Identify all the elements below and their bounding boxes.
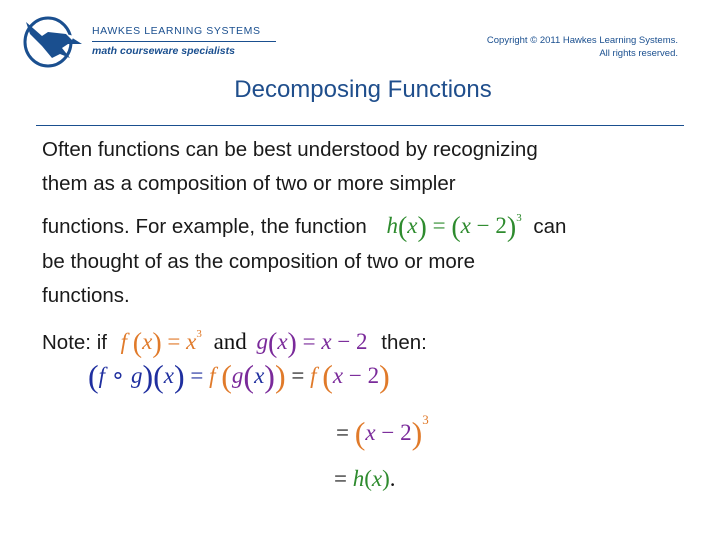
copyright [487,34,678,60]
formula-g: g(x) = x − 2 [256,328,368,359]
para-line-4: be thought of as the composition of two or more [42,250,476,273]
header-divider [92,41,276,42]
title-rule [36,125,684,126]
formula-h: $h(x) = (x - 2)^3$ [386,212,522,243]
note-line [42,317,702,361]
formula-f: f $(x) = x^3$ [120,328,202,359]
para-line-3 [42,201,702,245]
para-line-3a: functions. For example, the function [42,215,367,238]
note-prefix: Note: if [42,331,107,354]
para-line-1: Often functions can be best understood by recognizing [42,138,538,161]
note-and: and [213,329,247,354]
tagline: math courseware specialists [92,45,235,57]
composition-line-1: (f ∘ g)(x) = f (g(x)) = f (x − 2) [88,358,390,394]
slide-body [42,133,702,361]
copyright-line-2: All rights reserved. [599,48,678,59]
para-line-2: them as a composition of two or more simpler [42,172,456,195]
note-then: then: [381,331,427,354]
eagle-icon [22,14,84,70]
composition-line-3: = h(x). [334,466,396,491]
slide-title: Decomposing Functions [234,76,492,103]
company-name: HAWKES LEARNING SYSTEMS [92,25,261,37]
copyright-line-1: Copyright © 2011 Hawkes Learning Systems. [486,35,678,46]
composition-line-2: = $(x - 2)^3$ [336,412,429,451]
para-line-3b: can [533,215,567,238]
para-line-5: functions. [42,284,130,307]
